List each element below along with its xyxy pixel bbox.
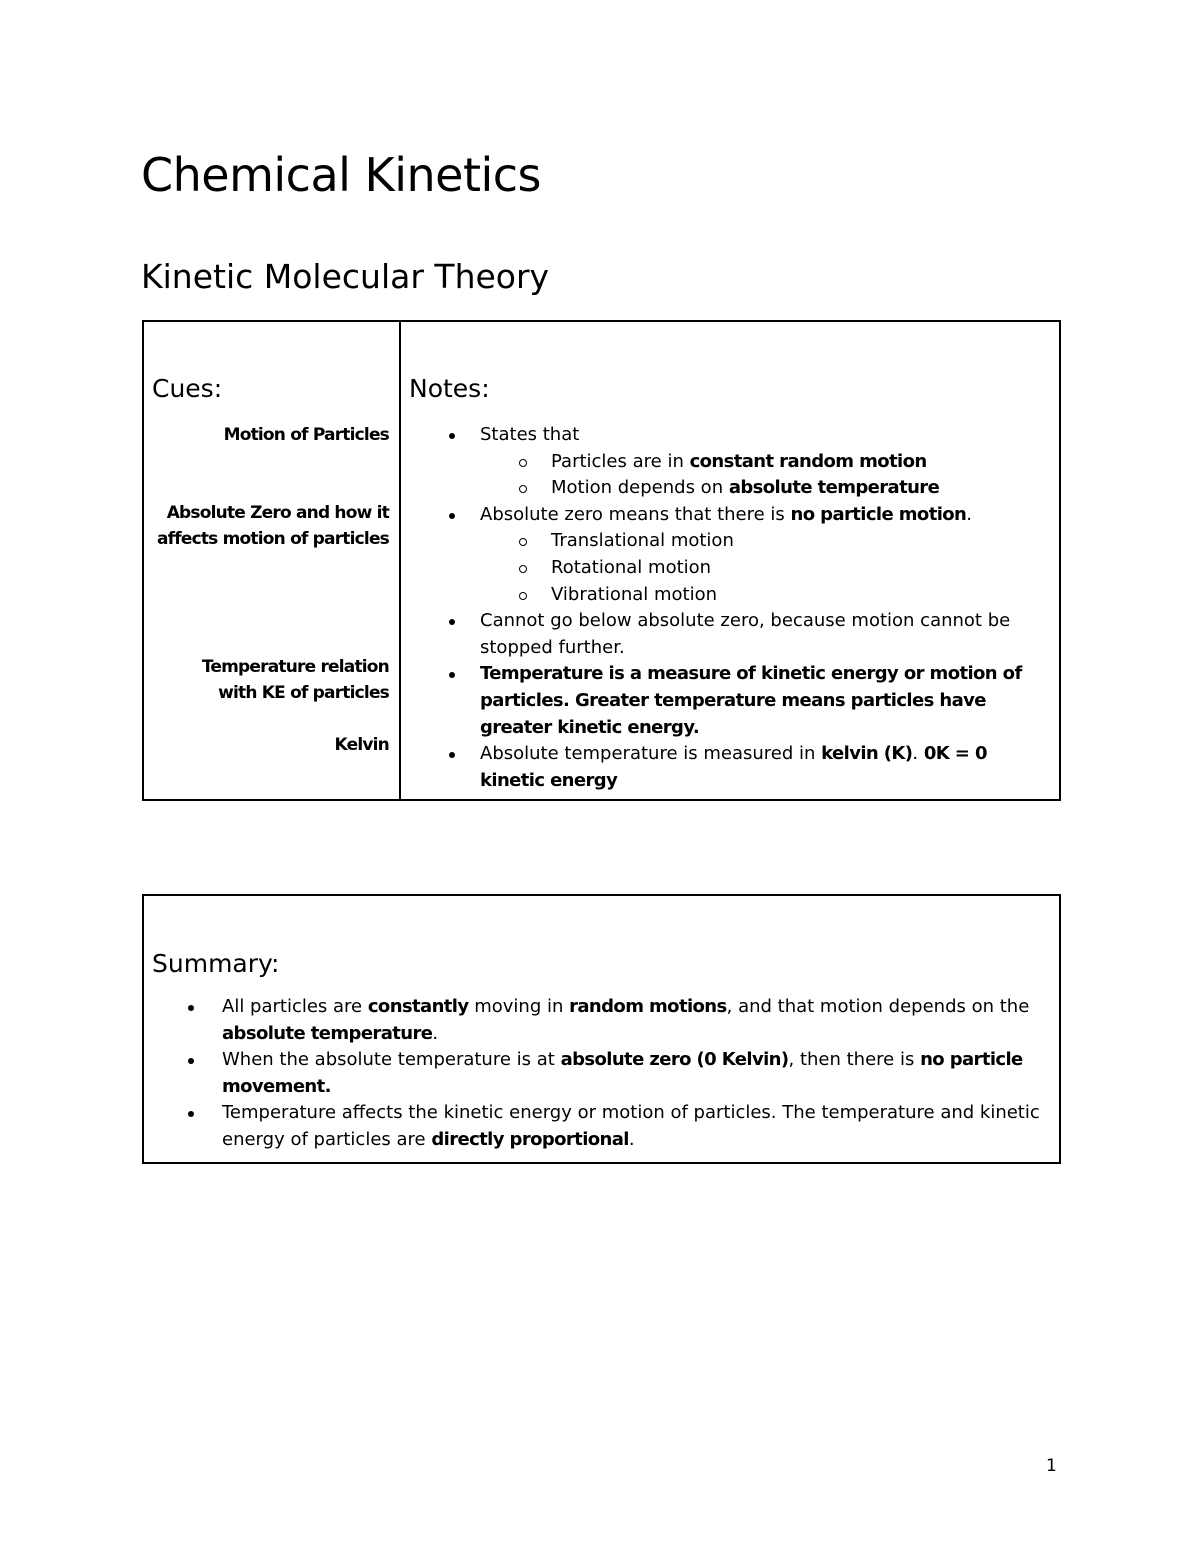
hollow-bullet-icon bbox=[519, 538, 527, 546]
list-item: Absolute temperature is measured in kelvin (K). 0K = 0 kinetic energy bbox=[401, 741, 1051, 794]
bullet-icon bbox=[449, 513, 455, 519]
cue-temperature-ke: Temperature relation with KE of particles bbox=[201, 657, 389, 703]
bullet-icon bbox=[188, 1111, 194, 1117]
bullet-icon bbox=[449, 752, 455, 758]
cues-column bbox=[144, 322, 401, 799]
cue-kelvin: Kelvin bbox=[334, 735, 389, 755]
summary-box bbox=[142, 894, 1061, 1164]
hollow-bullet-icon bbox=[519, 592, 527, 600]
hollow-bullet-icon bbox=[519, 565, 527, 573]
list-item: Rotational motion bbox=[401, 555, 1051, 582]
hollow-bullet-icon bbox=[519, 459, 527, 467]
cues-header: Cues: bbox=[152, 374, 223, 403]
notes-list bbox=[401, 422, 1051, 794]
notes-header: Notes: bbox=[409, 374, 490, 403]
summary-header: Summary: bbox=[152, 949, 280, 978]
list-item: States that bbox=[401, 422, 1051, 449]
notes-column bbox=[401, 322, 1059, 799]
hollow-bullet-icon bbox=[519, 485, 527, 493]
page-title: Chemical Kinetics bbox=[141, 148, 542, 202]
list-item: Temperature is a measure of kinetic energy or motion of particles. Greater temperature means particles have greater kinetic energy. bbox=[401, 661, 1051, 741]
list-item: Vibrational motion bbox=[401, 582, 1051, 609]
summary-list bbox=[144, 994, 1044, 1154]
list-item: Translational motion bbox=[401, 528, 1051, 555]
bullet-icon bbox=[188, 1058, 194, 1064]
list-item: Motion depends on absolute temperature bbox=[401, 475, 1051, 502]
list-item: Absolute zero means that there is no particle motion. bbox=[401, 502, 1051, 529]
cue-motion-of-particles: Motion of Particles bbox=[223, 425, 389, 445]
cornell-notes-table bbox=[142, 320, 1061, 801]
list-item: All particles are constantly moving in random motions, and that motion depends on the absolute temperature. bbox=[144, 994, 1044, 1047]
cue-absolute-zero: Absolute Zero and how it affects motion of particles bbox=[156, 503, 389, 549]
bullet-icon bbox=[188, 1005, 194, 1011]
bullet-icon bbox=[449, 672, 455, 678]
page-number: 1 bbox=[1046, 1456, 1057, 1476]
list-item: Particles are in constant random motion bbox=[401, 449, 1051, 476]
bullet-icon bbox=[449, 619, 455, 625]
list-item: Temperature affects the kinetic energy or motion of particles. The temperature and kinetic energy of particles are directly proportional. bbox=[144, 1100, 1044, 1153]
bullet-icon bbox=[449, 433, 455, 439]
section-heading: Kinetic Molecular Theory bbox=[141, 257, 550, 296]
list-item: When the absolute temperature is at absolute zero (0 Kelvin), then there is no particle movement. bbox=[144, 1047, 1044, 1100]
list-item: Cannot go below absolute zero, because motion cannot be stopped further. bbox=[401, 608, 1051, 661]
